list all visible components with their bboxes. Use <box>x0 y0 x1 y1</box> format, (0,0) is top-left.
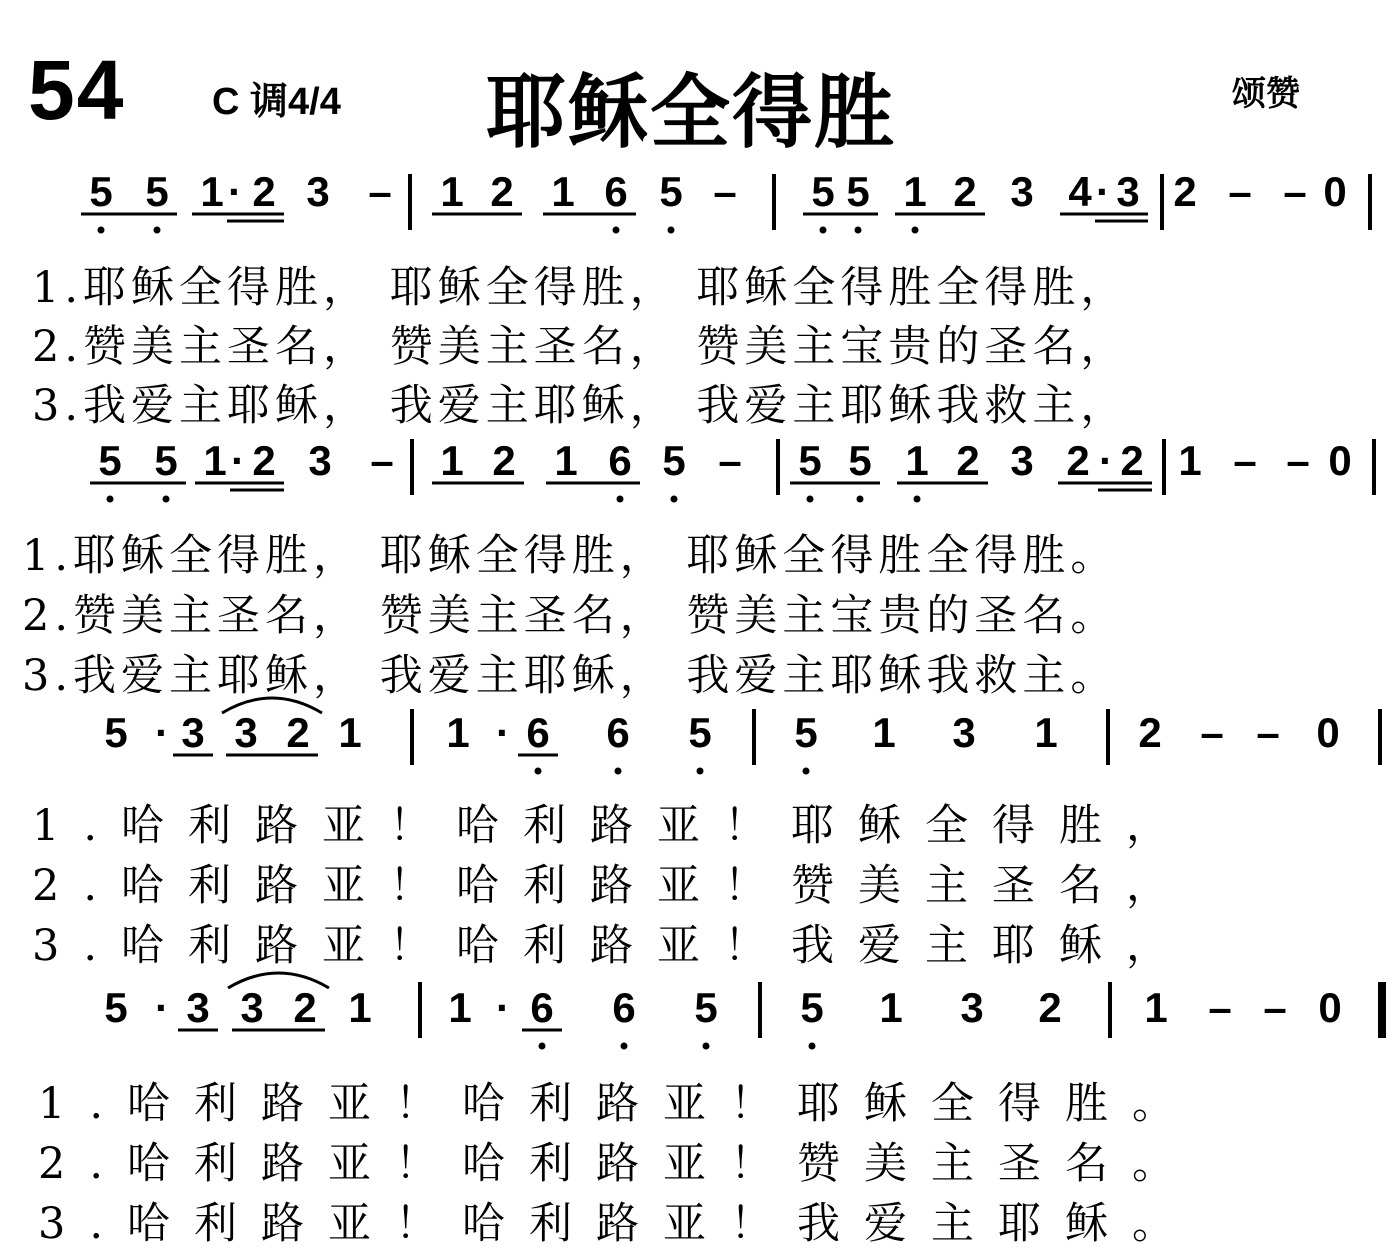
note: 2 <box>252 168 276 215</box>
dash: – <box>368 168 392 215</box>
note: 5 <box>811 168 835 215</box>
low-octave-dot <box>807 496 814 503</box>
dot: · <box>496 984 510 1031</box>
note: 1 <box>903 168 927 215</box>
note: 1 <box>440 437 464 484</box>
lyric-line: 1.耶稣全得胜， 耶稣全得胜， 耶稣全得胜全得胜， <box>32 263 1129 313</box>
note: 0 <box>1316 709 1340 756</box>
low-octave-dot <box>539 1043 546 1050</box>
note: 6 <box>604 168 628 215</box>
low-octave-dot <box>535 768 542 775</box>
note: 1 <box>1178 437 1202 484</box>
hymn-number: 54 <box>28 43 126 137</box>
low-octave-dot <box>697 768 704 775</box>
note: 5 <box>694 984 718 1031</box>
dot: · <box>1099 437 1113 484</box>
hymn-title: 耶稣全得胜 <box>486 66 896 159</box>
dot: · <box>155 709 169 756</box>
lyric-line: 2.哈利路亚！哈利路亚！赞美主圣名。 <box>38 1139 1200 1189</box>
hymn-category: 颂赞 <box>1232 74 1300 114</box>
note: 6 <box>608 437 632 484</box>
lyric-line: 2.赞美主圣名， 赞美主圣名， 赞美主宝贵的圣名。 <box>22 591 1119 641</box>
note: 1 <box>1034 709 1058 756</box>
note: 1 <box>440 168 464 215</box>
note: 1 <box>338 709 362 756</box>
note: 5 <box>98 437 122 484</box>
note: 2 <box>286 709 310 756</box>
lyric-line: 1.耶稣全得胜， 耶稣全得胜， 耶稣全得胜全得胜。 <box>22 531 1119 581</box>
low-octave-dot <box>803 768 810 775</box>
low-octave-dot <box>615 768 622 775</box>
key-and-meter: C 调4/4 <box>212 81 341 123</box>
note: 2 <box>1038 984 1062 1031</box>
note: 5 <box>154 437 178 484</box>
lyric-line: 3.我爱主耶稣， 我爱主耶稣， 我爱主耶稣我救主。 <box>22 651 1119 701</box>
note: 5 <box>798 437 822 484</box>
note: 5 <box>659 168 683 215</box>
low-octave-dot <box>671 496 678 503</box>
low-octave-dot <box>809 1043 816 1050</box>
dash: – <box>1233 437 1257 484</box>
note: 5 <box>104 984 128 1031</box>
dash: – <box>1286 437 1310 484</box>
note: 2 <box>956 437 980 484</box>
lyric-line: 1.哈利路亚！哈利路亚！耶稣全得胜。 <box>38 1079 1200 1129</box>
note: 5 <box>846 168 870 215</box>
note: 6 <box>612 984 636 1031</box>
note: 1 <box>879 984 903 1031</box>
low-octave-dot <box>613 227 620 234</box>
note: 5 <box>145 168 169 215</box>
dot: · <box>155 984 169 1031</box>
lyric-line: 2.哈利路亚！哈利路亚！赞美主圣名， <box>32 861 1194 911</box>
note: 2 <box>1066 437 1090 484</box>
note: 3 <box>960 984 984 1031</box>
lyric-line: 3.我爱主耶稣， 我爱主耶稣， 我爱主耶稣我救主， <box>32 381 1129 431</box>
low-octave-dot <box>703 1043 710 1050</box>
note: 5 <box>89 168 113 215</box>
dash: – <box>713 168 737 215</box>
note: 1 <box>551 168 575 215</box>
note: 3 <box>308 437 332 484</box>
dash: – <box>1208 984 1232 1031</box>
note: 1 <box>446 709 470 756</box>
dash: – <box>1200 709 1224 756</box>
note: 6 <box>526 709 550 756</box>
note: 6 <box>530 984 554 1031</box>
note: 3 <box>186 984 210 1031</box>
dash: – <box>1228 168 1252 215</box>
note: 1 <box>1144 984 1168 1031</box>
dash: – <box>1283 168 1307 215</box>
dot: · <box>496 709 510 756</box>
note: 3 <box>1010 437 1034 484</box>
low-octave-dot <box>855 227 862 234</box>
note: 5 <box>662 437 686 484</box>
note: 1 <box>348 984 372 1031</box>
note: 2 <box>252 437 276 484</box>
note: 2 <box>490 168 514 215</box>
note: 6 <box>606 709 630 756</box>
note: 4 <box>1068 168 1092 215</box>
note: 1 <box>905 437 929 484</box>
note: 5 <box>794 709 818 756</box>
lyric-line: 3.哈利路亚！哈利路亚！我爱主耶稣。 <box>38 1199 1200 1249</box>
note: 3 <box>1010 168 1034 215</box>
low-octave-dot <box>912 227 919 234</box>
note: 5 <box>800 984 824 1031</box>
dot: · <box>1096 168 1110 215</box>
note: 2 <box>293 984 317 1031</box>
dash: – <box>718 437 742 484</box>
note: 1 <box>872 709 896 756</box>
low-octave-dot <box>163 496 170 503</box>
note: 3 <box>234 709 258 756</box>
note: 0 <box>1328 437 1352 484</box>
note: 1 <box>554 437 578 484</box>
note: 2 <box>1173 168 1197 215</box>
low-octave-dot <box>914 496 921 503</box>
note: 2 <box>953 168 977 215</box>
note: 3 <box>1116 168 1140 215</box>
note: 3 <box>240 984 264 1031</box>
low-octave-dot <box>98 227 105 234</box>
notation-line-2 <box>0 425 1400 515</box>
note: 5 <box>848 437 872 484</box>
dash: – <box>1256 709 1280 756</box>
notation-line-3 <box>0 695 1400 785</box>
lyric-line: 2.赞美主圣名， 赞美主圣名， 赞美主宝贵的圣名， <box>32 322 1129 372</box>
dot: · <box>231 437 245 484</box>
low-octave-dot <box>621 1043 628 1050</box>
note: 1 <box>448 984 472 1031</box>
note: 3 <box>952 709 976 756</box>
low-octave-dot <box>617 496 624 503</box>
dash: – <box>370 437 394 484</box>
low-octave-dot <box>107 496 114 503</box>
low-octave-dot <box>857 496 864 503</box>
note: 0 <box>1323 168 1347 215</box>
note: 1 <box>200 168 224 215</box>
low-octave-dot <box>154 227 161 234</box>
note: 2 <box>1138 709 1162 756</box>
low-octave-dot <box>668 227 675 234</box>
lyric-line: 3.哈利路亚！哈利路亚！我爱主耶稣， <box>32 921 1194 971</box>
notation-line-4 <box>0 968 1400 1058</box>
dash: – <box>1263 984 1287 1031</box>
note: 1 <box>203 437 227 484</box>
notation-line-1 <box>0 160 1400 250</box>
dot: · <box>228 168 242 215</box>
note: 2 <box>492 437 516 484</box>
lyric-line: 1.哈利路亚！哈利路亚！耶稣全得胜， <box>32 801 1194 851</box>
note: 0 <box>1318 984 1342 1031</box>
note: 3 <box>306 168 330 215</box>
note: 5 <box>688 709 712 756</box>
low-octave-dot <box>820 227 827 234</box>
note: 5 <box>104 709 128 756</box>
note: 2 <box>1120 437 1144 484</box>
note: 3 <box>181 709 205 756</box>
